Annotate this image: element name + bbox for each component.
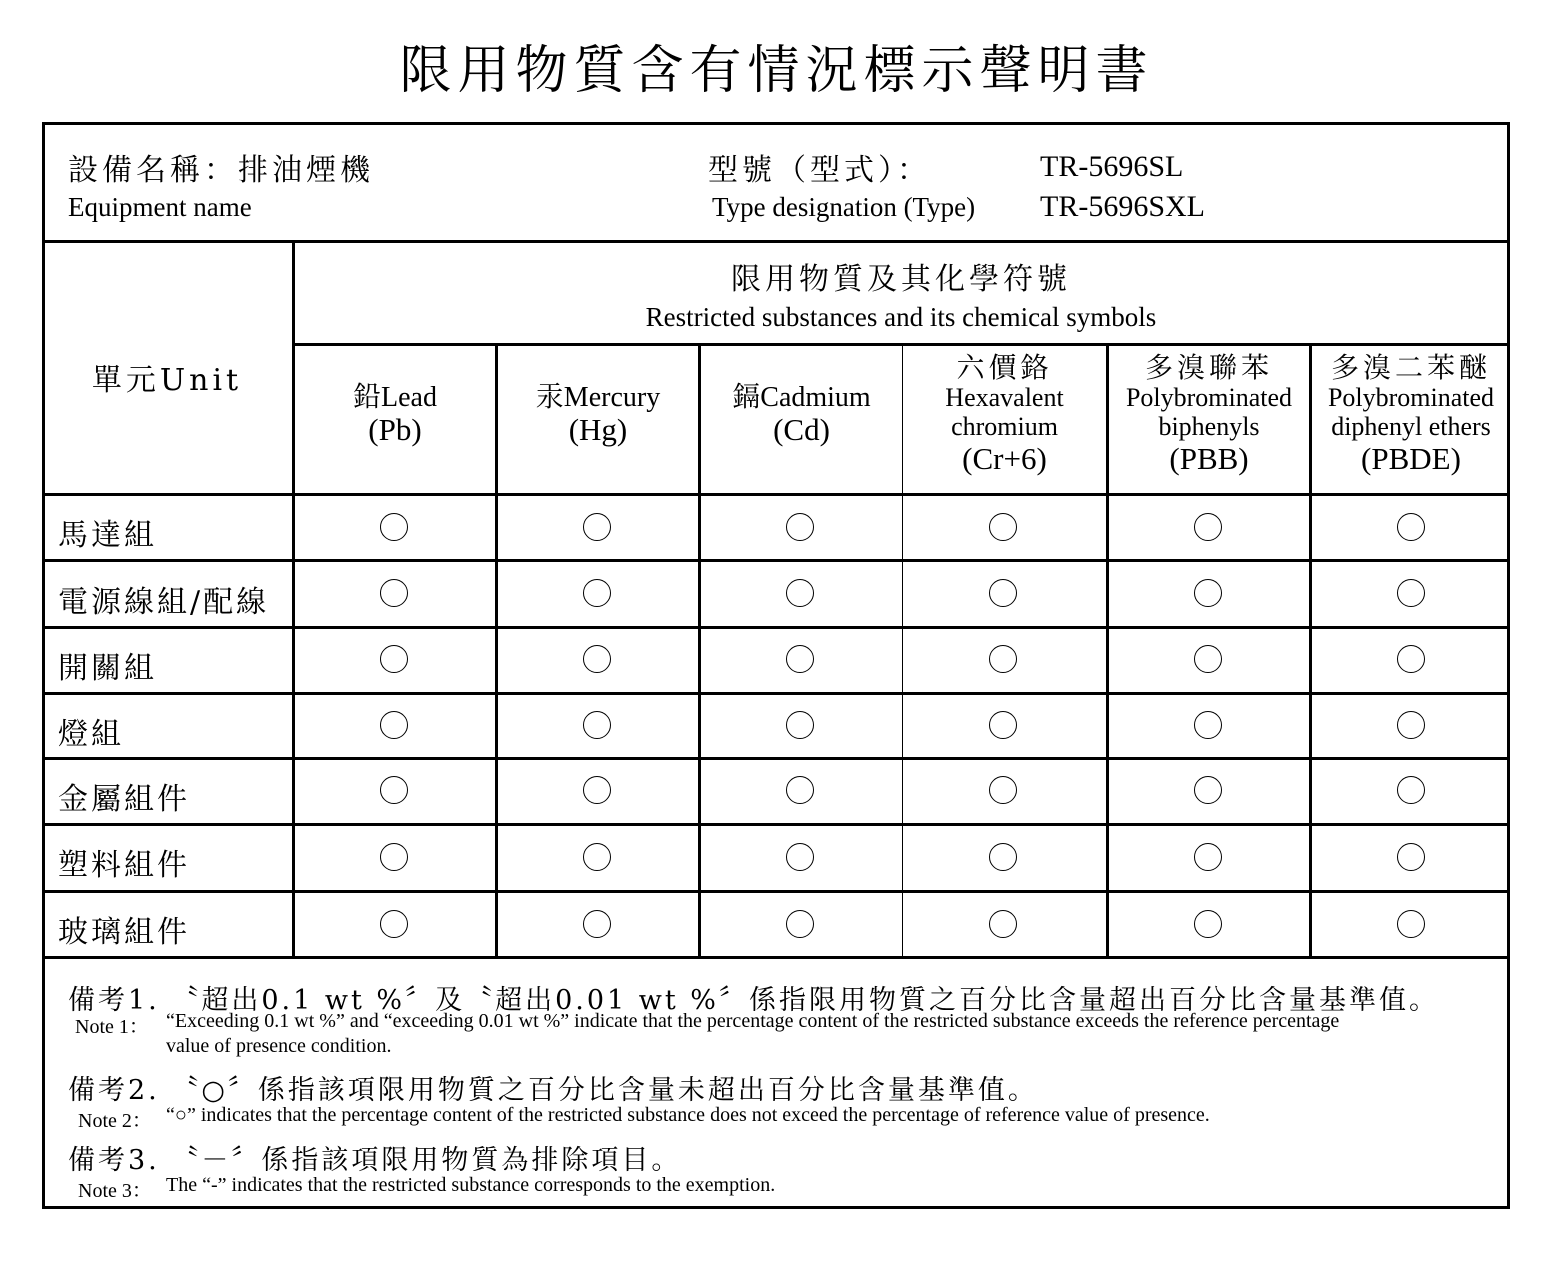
model-number-2: TR-5696SXL [1040, 190, 1205, 223]
conformity-mark [583, 711, 611, 739]
conformity-mark [786, 843, 814, 871]
document-title: 限用物質含有情況標示聲明書 [399, 41, 1154, 101]
conformity-mark [1397, 711, 1425, 739]
row-divider [42, 692, 1510, 695]
conformity-mark [583, 513, 611, 541]
note-2-cn: 備考2. 〝○〞係指該項限用物質之百分比含量未超出百分比含量基準值。 [68, 1075, 1038, 1106]
conformity-mark [1194, 645, 1222, 673]
note-1-en: “Exceeding 0.1 wt %” and “exceeding 0.01 wt %” indicate that the percentage content of the restricted substance exceeds the reference percentage [166, 1010, 1340, 1032]
unit-label: 玻璃組件 [58, 915, 190, 950]
conformity-mark [583, 776, 611, 804]
note-2-en: “○” indicates that the percentage content of the restricted substance does not exceed the percentage of reference value of presence. [166, 1104, 1210, 1126]
conformity-mark [1397, 910, 1425, 938]
conformity-mark [583, 579, 611, 607]
conformity-mark [1194, 711, 1222, 739]
conformity-mark [380, 513, 408, 541]
conformity-mark [1397, 513, 1425, 541]
model-number-1: TR-5696SL [1040, 150, 1184, 183]
conformity-mark [989, 776, 1017, 804]
conformity-mark [1397, 579, 1425, 607]
conformity-mark [786, 711, 814, 739]
conformity-mark [989, 910, 1017, 938]
row-divider [42, 890, 1510, 893]
note-3-label: Note 3： [78, 1180, 152, 1202]
substance-header-mercury: 汞Mercury (Hg) [535, 382, 661, 448]
row-divider [42, 559, 1510, 562]
conformity-mark [1194, 843, 1222, 871]
note-3-cn: 備考3. 〝－〞係指該項限用物質為排除項目。 [68, 1145, 682, 1176]
conformity-mark [786, 776, 814, 804]
conformity-mark [380, 645, 408, 673]
conformity-mark [380, 711, 408, 739]
row-divider [42, 626, 1510, 629]
divider-header [42, 493, 1510, 496]
row-divider [42, 823, 1510, 826]
group-header-en: Restricted substances and its chemical symbols [645, 302, 1157, 332]
conformity-mark [786, 579, 814, 607]
conformity-mark [786, 513, 814, 541]
conformity-mark [380, 843, 408, 871]
group-header-cn: 限用物質及其化學符號 [731, 262, 1071, 297]
conformity-mark [583, 910, 611, 938]
conformity-mark [989, 513, 1017, 541]
conformity-mark [1194, 910, 1222, 938]
conformity-mark [989, 579, 1017, 607]
row-divider [42, 956, 1510, 959]
conformity-mark [1397, 645, 1425, 673]
conformity-mark [583, 645, 611, 673]
unit-label: 金屬組件 [58, 782, 190, 817]
divider-group-header [292, 343, 1510, 346]
conformity-mark [989, 645, 1017, 673]
conformity-mark [1397, 843, 1425, 871]
note-1-label: Note 1： [75, 1016, 149, 1038]
type-designation-label-en: Type designation (Type) [712, 192, 976, 222]
substance-header-cadmium: 鎘Cadmium (Cd) [732, 382, 871, 448]
equipment-name-label-en: Equipment name [68, 192, 252, 222]
conformity-mark [380, 910, 408, 938]
conformity-mark [380, 776, 408, 804]
type-designation-label-cn: 型號（型式）： [708, 153, 931, 188]
substance-header-pbde: 多溴二苯醚 Polybrominated diphenyl ethers (PBDE) [1327, 351, 1495, 476]
equipment-name-label-cn: 設備名稱：排油煙機 [68, 153, 374, 188]
conformity-mark [1194, 579, 1222, 607]
note-1-en-cont: value of presence condition. [166, 1035, 392, 1057]
conformity-mark [1397, 776, 1425, 804]
unit-label: 馬達組 [58, 518, 157, 553]
conformity-mark [583, 843, 611, 871]
substance-header-pbb: 多溴聯苯 Polybrominated biphenyls (PBB) [1125, 351, 1293, 476]
divider-equipment [42, 240, 1510, 243]
note-1-cn: 備考1. 〝超出0.1 wt %〞及〝超出0.01 wt %〞係指限用物質之百分比含量超出百分比含量基準值。 [68, 985, 1439, 1016]
conformity-mark [989, 843, 1017, 871]
substance-header-hexavalent-chromium: 六價鉻 Hexavalent chromium (Cr+6) [945, 351, 1064, 476]
unit-label: 電源線組/配線 [58, 585, 270, 620]
unit-label: 開關組 [58, 651, 157, 686]
conformity-mark [380, 579, 408, 607]
conformity-mark [1194, 776, 1222, 804]
divider-unit-column [292, 240, 295, 958]
conformity-mark [989, 711, 1017, 739]
unit-label: 燈組 [58, 717, 124, 752]
conformity-mark [786, 645, 814, 673]
conformity-mark [1194, 513, 1222, 541]
unit-column-header: 單元Unit [91, 363, 243, 398]
row-divider [42, 757, 1510, 760]
conformity-mark [786, 910, 814, 938]
substance-header-lead: 鉛Lead (Pb) [353, 382, 437, 448]
note-2-label: Note 2： [78, 1110, 152, 1132]
note-3-en: The “-” indicates that the restricted substance corresponds to the exemption. [166, 1174, 776, 1196]
unit-label: 塑料組件 [58, 848, 190, 883]
